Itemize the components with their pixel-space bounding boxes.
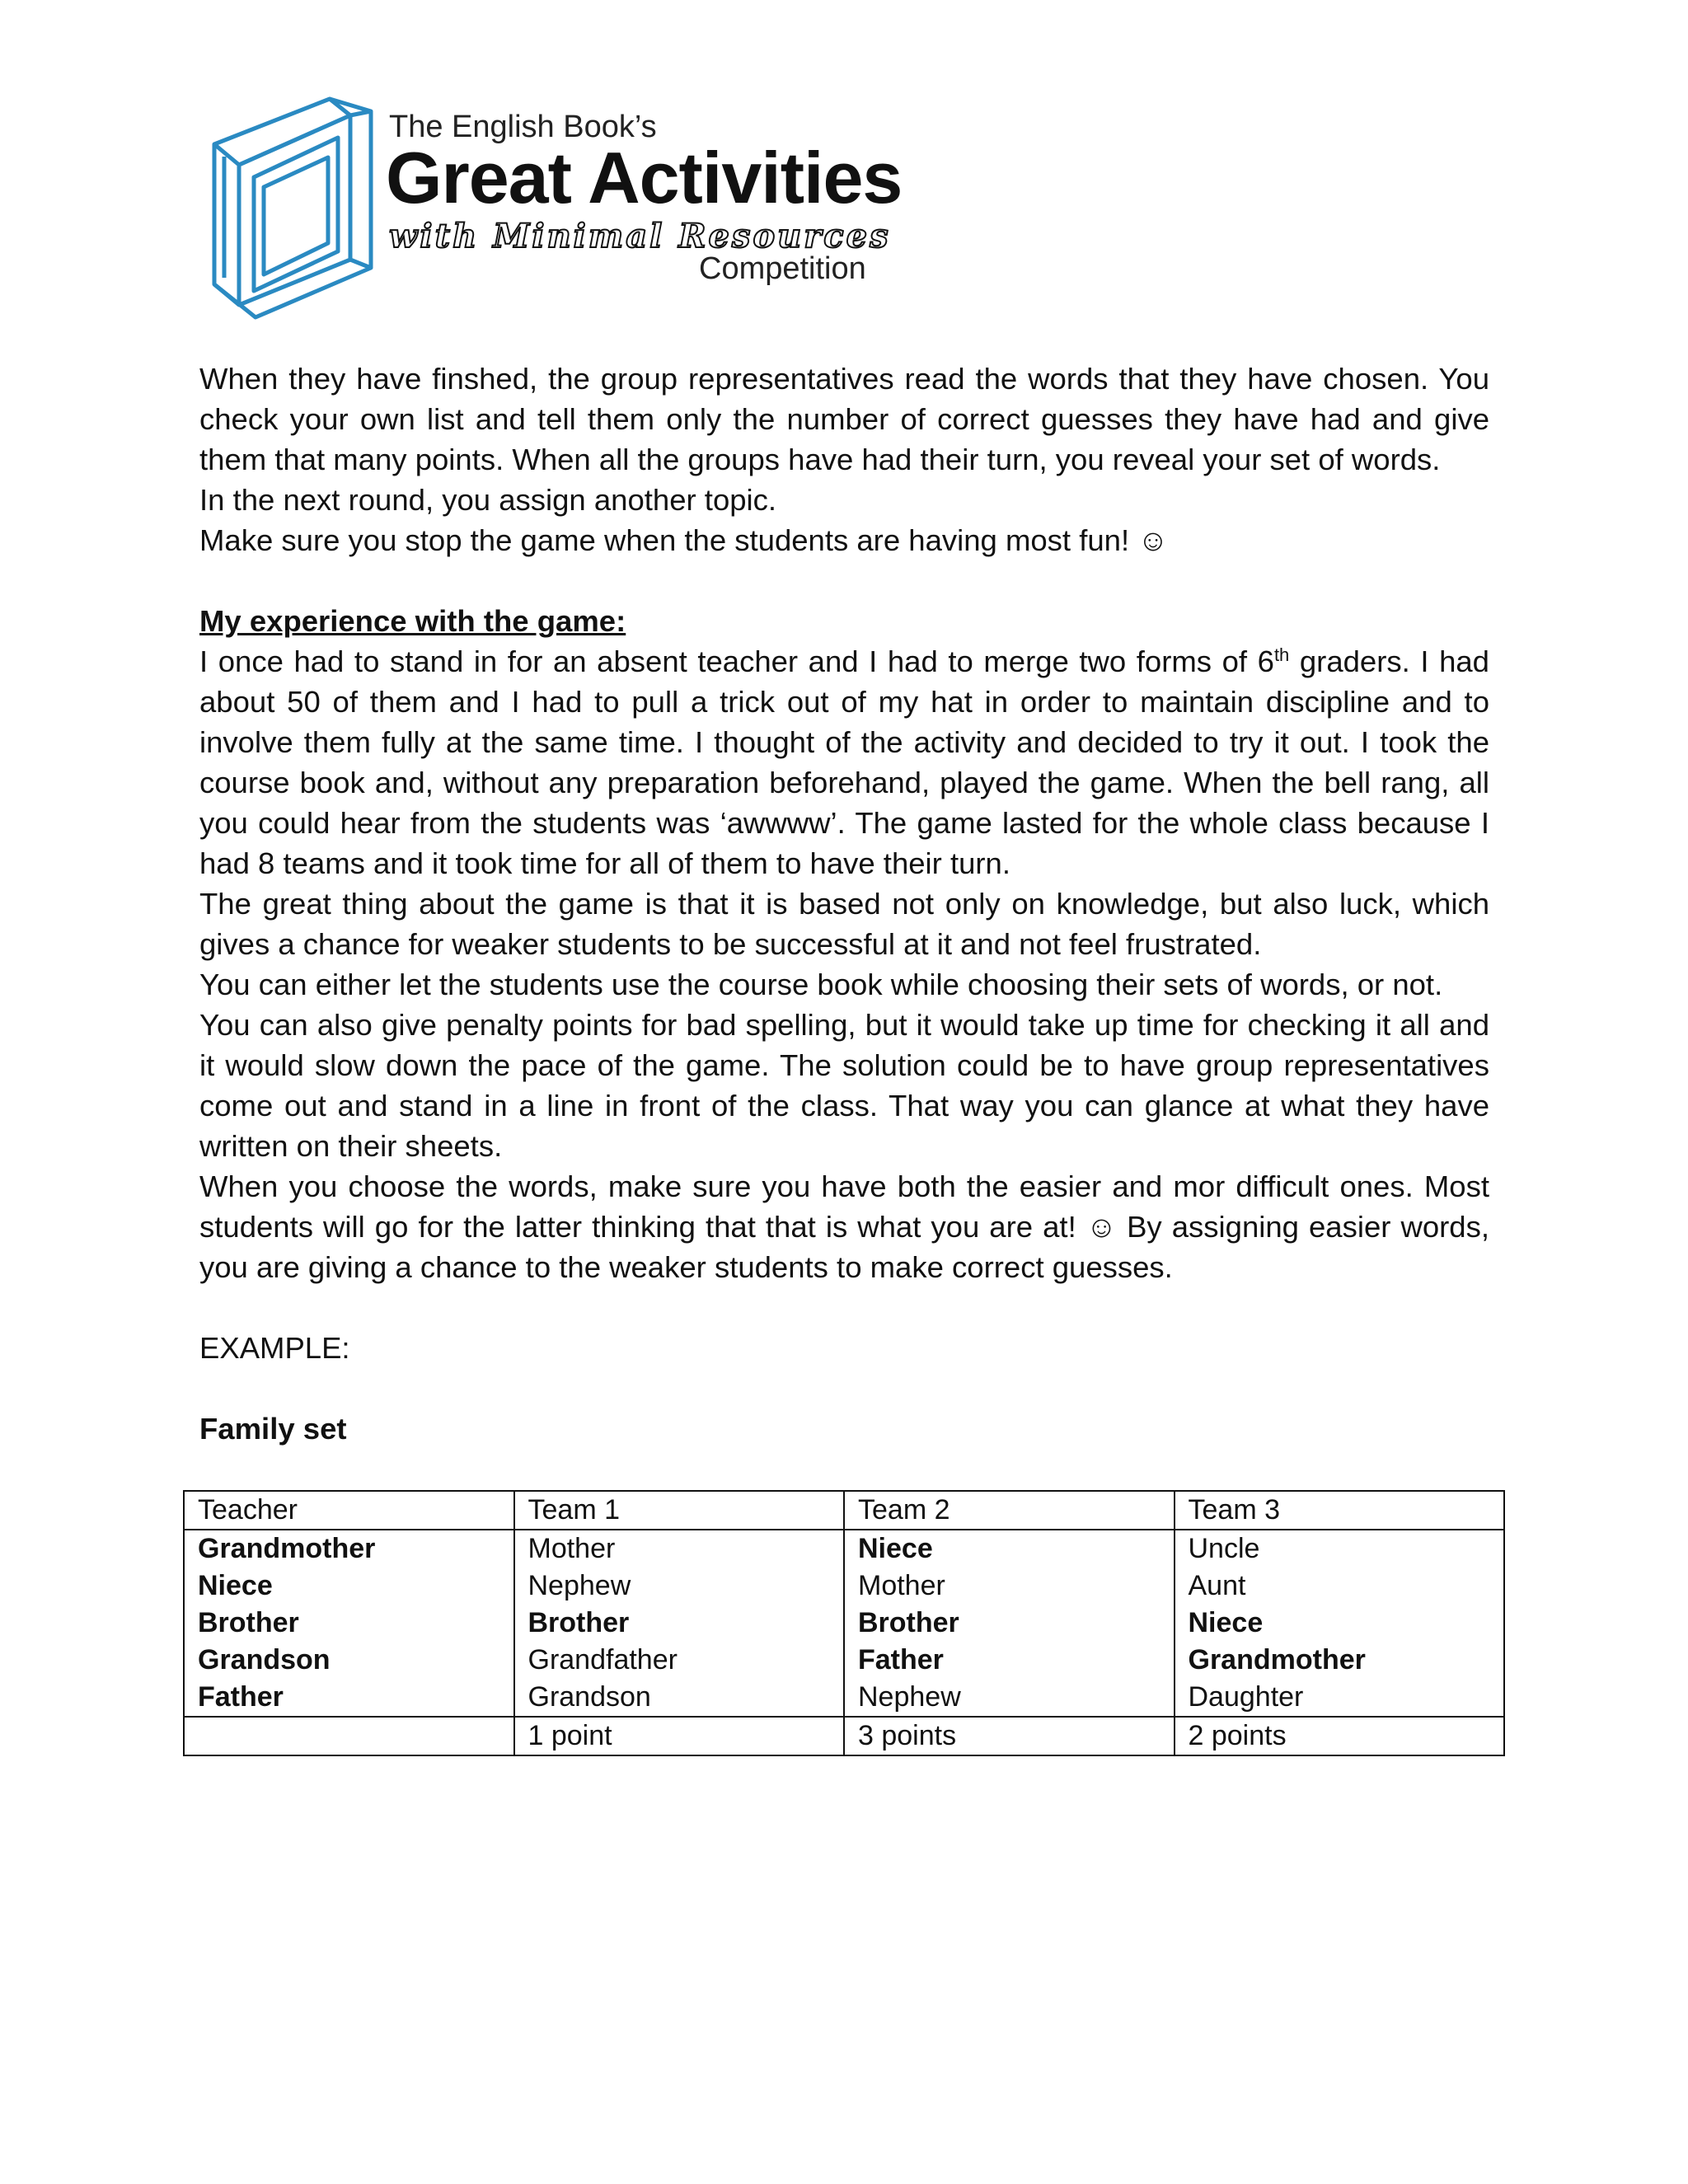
logo-subtitle: with Minimal Resources: [389, 217, 891, 255]
example-label: EXAMPLE:: [199, 1331, 350, 1365]
set-title: Family set: [199, 1412, 347, 1446]
table-word: Daughter: [1188, 1681, 1304, 1713]
table-word: Mother: [528, 1533, 616, 1564]
paragraph-experience: [199, 641, 1489, 883]
paragraph-choose-words: When you choose the words, make sure you have both the easier and mor difficult ones. Most students will go for the latter thinking that that is what you are at! ☺ By assigning easier words, you are giving a chance to the weaker students to make correct guesses.: [199, 1169, 1489, 1284]
table-word: Grandfather: [528, 1644, 678, 1675]
table-word: Uncle: [1188, 1533, 1260, 1564]
team-3-words: [1175, 1530, 1505, 1717]
spacer: [199, 1287, 1489, 1328]
logo-tagline: Competition: [699, 251, 866, 286]
score-team-3: 2 points: [1175, 1717, 1505, 1755]
paragraph-results: When they have finshed, the group representatives read the words that they have chosen. You check your own list and tell them only the number of correct guesses they have had and give them that many points. When all the groups have had their turn, you reveal your set of words.: [199, 362, 1489, 476]
header-team-3: Team 3: [1175, 1491, 1505, 1530]
table-word: Nephew: [858, 1681, 961, 1713]
table-word: Brother: [198, 1607, 299, 1638]
family-set-table: [183, 1490, 1505, 1756]
score-team-2: 3 points: [844, 1717, 1175, 1755]
logo-title: Great Activities: [386, 137, 903, 218]
paragraph-next-round: In the next round, you assign another topic.: [199, 483, 777, 517]
spacer: [199, 560, 1489, 601]
spacer: [199, 1368, 1489, 1408]
table-word: Grandson: [528, 1681, 651, 1713]
table-word: Nephew: [528, 1570, 631, 1601]
paragraph-penalty: You can also give penalty points for bad spelling, but it would take up time for checking it all and it would slow down the pace of the game. The solution could be to have group representatives come out and stand in a line in front of the class. That way you can glance at what they have written on their sheets.: [199, 1008, 1489, 1163]
table-word: Grandmother: [1188, 1644, 1366, 1675]
header-teacher: Teacher: [184, 1491, 514, 1530]
table-word: Aunt: [1188, 1570, 1246, 1601]
table-word: Niece: [198, 1570, 273, 1601]
table-header-row: [184, 1491, 1504, 1530]
table-word: Grandmother: [198, 1533, 376, 1564]
table-words-row: [184, 1530, 1504, 1717]
table-word: Father: [198, 1681, 284, 1713]
experience-text-start: I once had to stand in for an absent teacher and I had to merge two forms of 6: [199, 644, 1274, 678]
table-word: Niece: [858, 1533, 933, 1564]
teacher-words: [184, 1530, 514, 1717]
score-team-1: 1 point: [514, 1717, 845, 1755]
table-word: Father: [858, 1644, 944, 1675]
book-icon: [206, 95, 379, 321]
table-word: Grandson: [198, 1644, 331, 1675]
team-1-words: [514, 1530, 845, 1717]
logo-pretitle: The English Book’s: [389, 110, 657, 144]
logo: [206, 95, 915, 321]
ordinal-suffix: th: [1273, 644, 1290, 665]
table-word: Brother: [858, 1607, 959, 1638]
paragraph-course-book: You can either let the students use the course book while choosing their sets of words, or not.: [199, 968, 1443, 1001]
table-score-row: [184, 1717, 1504, 1755]
team-2-words: [844, 1530, 1175, 1717]
paragraph-great-thing: The great thing about the game is that it is based not only on knowledge, but also luck, which gives a chance for weaker students to be successful at it and not feel frustrated.: [199, 887, 1489, 961]
header-team-2: Team 2: [844, 1491, 1175, 1530]
table-word: Niece: [1188, 1607, 1264, 1638]
table-word: Brother: [528, 1607, 630, 1638]
paragraph-stop-game: Make sure you stop the game when the students are having most fun! ☺: [199, 523, 1169, 557]
table-word: Mother: [858, 1570, 945, 1601]
score-teacher: [184, 1717, 514, 1755]
document-body: [199, 359, 1489, 1449]
experience-text-end: graders. I had about 50 of them and I had to pull a trick out of my hat in order to maintain discipline and to involve them fully at the same time. I thought of the activity and decided to try it out. I took the course book and, without any preparation beforehand, played the game. When the bell rang, all you could hear from the students was ‘awwww’. The game lasted for the whole class because I had 8 teams and it took time for all of them to have their turn.: [199, 644, 1489, 880]
header-team-1: Team 1: [514, 1491, 845, 1530]
section-heading: My experience with the game:: [199, 604, 626, 638]
